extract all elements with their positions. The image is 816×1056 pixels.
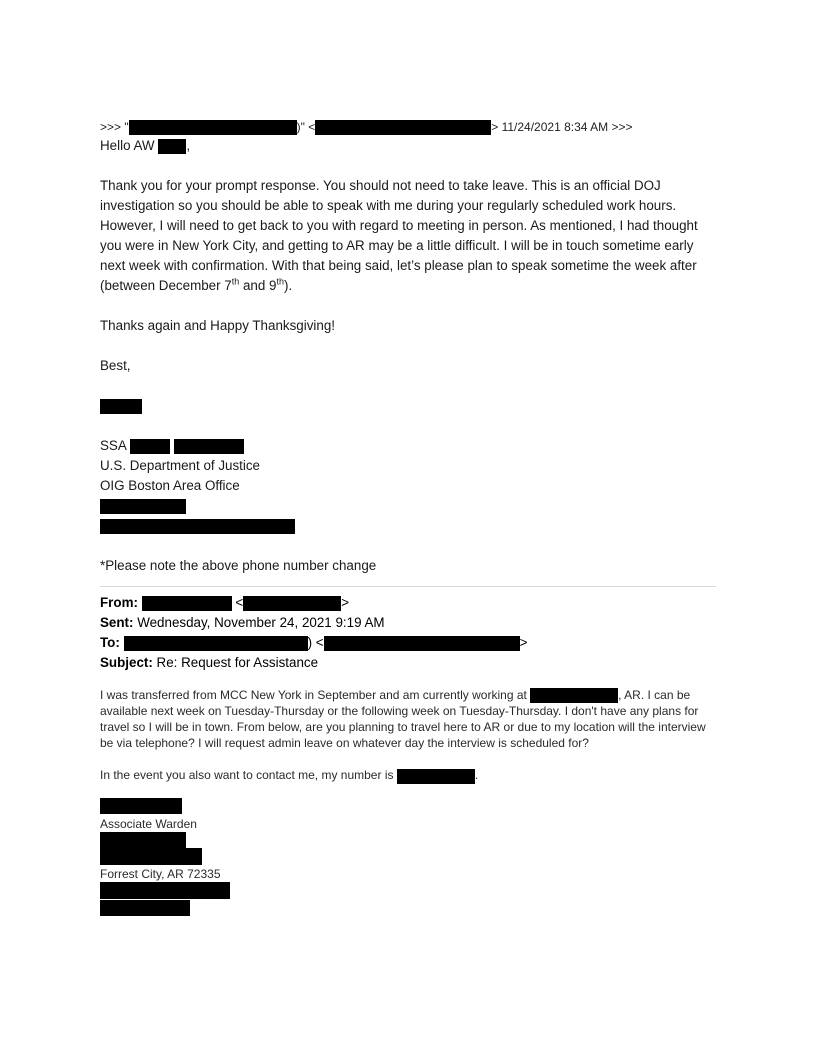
reply-paragraph: Thank you for your prompt response. You should not need to take leave. This is an official DOJ investigation so you should be able to speak with me during your regularly scheduled work hours. However, I will need to get back to you with regard to meeting in person. As mentioned, I had thought you were in New York City, and getting to AR may be a little difficult. I will be in touch sometime early next week with confirmation. With that being said, let’s please plan to speak sometime the week after (between December 7th and 9th). xyxy=(100,178,698,293)
signature-office: OIG Boston Area Office xyxy=(100,478,240,493)
redacted-phone xyxy=(100,499,186,514)
redacted-signature-name xyxy=(100,399,142,414)
header-name-close: )" < xyxy=(296,120,316,134)
original-paragraph: I was transferred from MCC New York in September and am currently working at , AR. I can be available next week on Tuesday-Thursday or the following week on Tuesday-Thursday. I don't have any plans for travel so I will be in town. From below, are you planning to travel here to AR or due to my location will the interview be via telephone? I will request admin leave on whatever day the interview is scheduled for? xyxy=(100,688,706,751)
redacted-facility xyxy=(530,688,618,703)
redacted-to-name xyxy=(124,636,308,651)
thanks-line: Thanks again and Happy Thanksgiving! xyxy=(100,318,335,333)
warden-title: Associate Warden xyxy=(100,816,197,831)
redacted-institution xyxy=(100,832,186,848)
forward-header xyxy=(100,118,716,136)
redacted-phone-number xyxy=(397,769,475,784)
redacted-address xyxy=(100,848,202,865)
phone-change-note: *Please note the above phone number change xyxy=(100,558,377,573)
reply-body xyxy=(100,136,716,576)
redacted-warden-email xyxy=(100,900,190,916)
redacted-last-name xyxy=(174,439,244,454)
redacted-warden-name xyxy=(100,798,182,814)
email-document xyxy=(100,118,716,916)
header-prefix: >>> " xyxy=(100,120,129,134)
redacted-from-name xyxy=(142,596,232,611)
from-line: From: < > xyxy=(100,595,350,610)
forwarded-headers xyxy=(100,593,716,673)
divider xyxy=(100,586,716,587)
subject-line: Subject: Re: Request for Assistance xyxy=(100,655,319,670)
redacted-warden-phone xyxy=(100,882,230,899)
redacted-recipient-name xyxy=(158,139,186,154)
closing-line: Best, xyxy=(100,358,131,373)
redacted-sender-name xyxy=(129,120,297,135)
redacted-email xyxy=(100,519,295,534)
redacted-sender-email xyxy=(315,120,491,135)
redacted-first-name xyxy=(130,439,170,454)
redacted-to-email xyxy=(324,636,520,651)
signature-title-line: SSA xyxy=(100,436,716,456)
original-message xyxy=(100,687,716,916)
sent-line: Sent: Wednesday, November 24, 2021 9:19 AM xyxy=(100,615,385,630)
greeting: Hello AW , xyxy=(100,138,191,153)
warden-city: Forrest City, AR 72335 xyxy=(100,866,221,881)
redacted-from-email xyxy=(243,596,341,611)
redacted-signature-name-line xyxy=(100,396,716,416)
signature-department: U.S. Department of Justice xyxy=(100,458,261,473)
header-email-close: > 11/24/2021 8:34 AM >>> xyxy=(491,120,633,134)
contact-paragraph: In the event you also want to contact me, my number is . xyxy=(100,768,479,783)
to-line: To: ) < > xyxy=(100,635,528,650)
